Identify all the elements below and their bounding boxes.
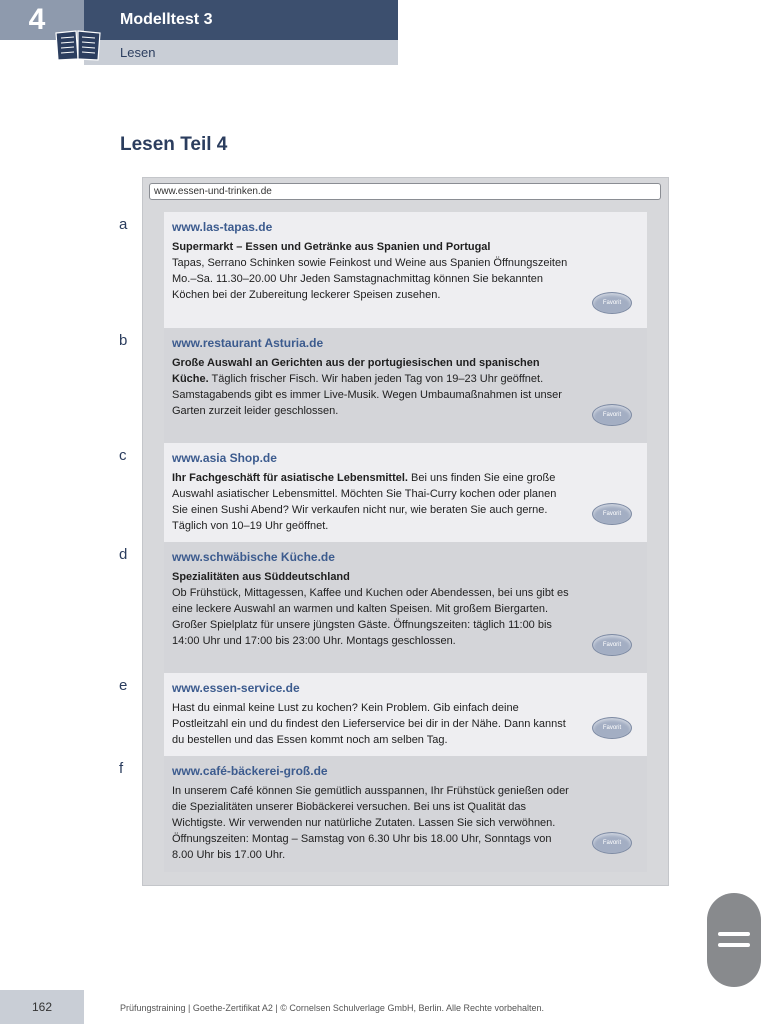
- list-item: [119, 212, 647, 328]
- item-description: Ob Frühstück, Mittagessen, Kaffee und Kuchen oder Abendessen, bei uns gibt es eine leckere Auswahl an warmen und kalten Speisen. Mit großem Biergarten. Großer Spielplatz für unsere jüngsten Gäste. Öffnungszeiten: täglich 11:00 bis 14:00 Uhr und 17:00 bis 23:00 Uhr. Montags geschlossen.: [172, 587, 569, 647]
- site-link[interactable]: www.café-bäckerei-groß.de: [172, 764, 328, 778]
- item-letter: b: [119, 332, 128, 349]
- site-link[interactable]: www.las-tapas.de: [172, 220, 273, 234]
- chapter-number: 4: [0, 0, 84, 40]
- list-item: [119, 328, 647, 443]
- page-heading: Lesen Teil 4: [120, 134, 228, 155]
- item-headline: Große Auswahl an Gerichten aus der portugiesischen und spanischen Küche.: [172, 357, 540, 385]
- list-item: [119, 673, 647, 756]
- item-description: In unserem Café können Sie gemütlich ausspannen, Ihr Frühstück genießen oder die Spezialitäten unserer Biobäckerei versuchen. Bei uns ist Qualität das Wichtigste. Wir verwenden nur natürliche Zutaten. Lassen Sie sich verwöhnen. Öffnungszeiten: Montag – Samstag von 6.30 Uhr bis 18.00 Uhr, Sonntags von 8.00 Uhr bis 17.00 Uhr.: [172, 785, 569, 861]
- item-description: Tapas, Serrano Schinken sowie Feinkost und Weine aus Spanien Öffnungszeiten Mo.–Sa. 11.30–20.00 Uhr Jeden Samstagnachmittag können Sie bekannten Köchen bei der Zubereitung leckerer Speisen zusehen.: [172, 257, 568, 301]
- item-description: Täglich frischer Fisch. Wir haben jeden Tag von 19–23 Uhr geöffnet. Samstagabends gibt es immer Live-Musik. Wegen Umbaumaßnahmen ist unser Garten zurzeit leider geschlossen.: [172, 373, 562, 417]
- menu-icon: [718, 943, 750, 947]
- item-description: Hast du einmal keine Lust zu kochen? Kein Problem. Gib einfach deine Postleitzahl ein und du findest den Lieferservice bei dir in der Nähe. Dann kannst du bestellen und das Essen kommt noch am selben Tag.: [172, 702, 566, 746]
- item-headline: Ihr Fachgeschäft für asiatische Lebensmittel.: [172, 472, 408, 484]
- item-letter: e: [119, 677, 128, 694]
- list-item: [119, 756, 647, 872]
- item-headline: Spezialitäten aus Süddeutschland: [172, 571, 350, 583]
- item-description: Bei uns finden Sie eine große Auswahl asiatischer Lebensmittel. Möchten Sie Thai-Curry kochen oder planen Sie einen Sushi Abend? Wir verkaufen nicht nur, wie beraten Sie auch gerne. Täglich von 10–19 Uhr geöffnet.: [172, 472, 557, 532]
- site-link[interactable]: www.essen-service.de: [172, 681, 300, 695]
- favorit-button[interactable]: Favorit: [592, 503, 632, 525]
- item-letter: c: [119, 447, 127, 464]
- list-item: [119, 542, 647, 673]
- site-link[interactable]: www.restaurant Asturia.de: [172, 336, 324, 350]
- footer-text: Prüfungstraining | Goethe-Zertifikat A2 | © Cornelsen Schulverlage GmbH, Berlin. Alle Rechte vorbehalten.: [120, 1003, 545, 1013]
- item-text: [172, 470, 572, 534]
- site-link[interactable]: www.schwäbische Küche.de: [172, 550, 335, 564]
- page-number: 162: [0, 990, 84, 1024]
- item-text: [172, 700, 572, 748]
- menu-icon: [718, 932, 750, 936]
- item-letter: f: [119, 760, 124, 777]
- favorit-button[interactable]: Favorit: [592, 634, 632, 656]
- item-headline: Supermarkt – Essen und Getränke aus Spanien und Portugal: [172, 241, 491, 253]
- item-text: [172, 355, 572, 419]
- favorit-button[interactable]: Favorit: [592, 292, 632, 314]
- section-label: Lesen: [84, 40, 398, 65]
- item-letter: d: [119, 546, 128, 563]
- url-bar[interactable]: www.essen-und-trinken.de: [149, 183, 661, 200]
- favorit-button[interactable]: Favorit: [592, 717, 632, 739]
- site-link[interactable]: www.asia Shop.de: [172, 451, 277, 465]
- chapter-title: Modelltest 3: [84, 0, 398, 40]
- item-text: [172, 783, 572, 863]
- list-item: [119, 443, 647, 542]
- item-text: [172, 569, 572, 649]
- favorit-button[interactable]: Favorit: [592, 832, 632, 854]
- scroll-handle[interactable]: [707, 893, 761, 987]
- favorit-button[interactable]: Favorit: [592, 404, 632, 426]
- item-letter: a: [119, 216, 128, 233]
- item-text: [172, 239, 572, 303]
- book-icon: [52, 27, 104, 63]
